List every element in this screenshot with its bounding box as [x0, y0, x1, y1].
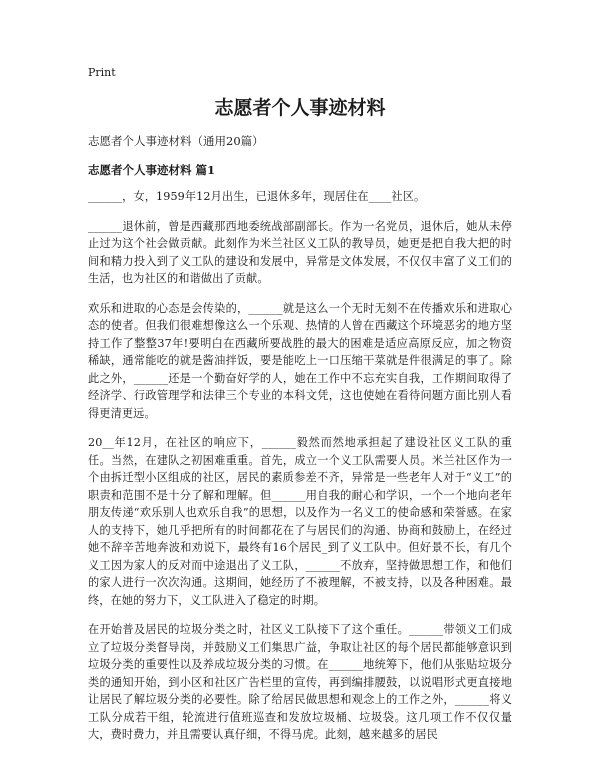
document-title: 志愿者个人事迹材料	[214, 97, 386, 119]
document-page	[88, 66, 512, 756]
paragraph-3: 欢乐和进取的心态是会传染的，______就是这么一个无时无刻不在传播欢乐和进取心态的使者。但我们很难想像这么一个乐观、热情的人曾在西藏这个环境恶劣的地方坚持工作了整整37年!要明白在西藏所要战胜的最大的困难是适应高原反应，加之物资稀缺，通常能吃的就是酱油拌饭，要是能吃上一口压缩干菜就是件很满足的事了。除此之外，______还是一个勤奋好学的人，她在工作中不忘充实自我，工作期间取得了经济学、行政管理学和法律三个专业的本科文凭，这也使她在看待问题方面比别人看得更清更远。	[88, 301, 512, 420]
paragraph-5: 在开始普及居民的垃圾分类之时，社区义工队接下了这个重任。______带领义工们成立了垃圾分类督导岗，并鼓励义工们集思广益，争取让社区的每个居民都能够意识到垃圾分类的重要性以及养成垃圾分类的习惯。在______地统筹下，他们从张贴垃圾分类的通知开始，到小区和社区广告栏里的宣传，再到编排腰鼓，以说唱形式更直接地让居民了解垃圾分类的必要性。除了给居民做思想和观念上的工作之外，______将义工队分成若干组，轮流进行值班巡查和发放垃圾桶、垃圾袋。这几项工作不仅仅量大，费时费力，并且需要认真仔细，不得马虎。此刻，越来越多的居民	[88, 623, 512, 741]
paragraph-2: ______退休前，曾是西藏那西地委统战部副部长。作为一名党员，退休后，她从未停止过为这个社会做贡献。此刻作为米兰社区义工队的教导员，她更是把自我大把的时间和精力投入到了义工队的建设和发展中，异常是文体发展，不仅仅丰富了义工们的生活，也为社区的和谐做出了贡献。	[88, 219, 512, 285]
paragraph-1: ______，女，1959年12月出生，已退休多年，现居住在____社区。	[88, 190, 426, 203]
print-label: Print	[88, 66, 116, 79]
paragraph-4: 20__年12月，在社区的响应下，______毅然而然地承担起了建设社区义工队的重任。当然，在建队之初困难重重。首先，成立一个义工队需要人员。米兰社区作为一个由拆迁型小区组成的社区，居民的素质参差不齐，异常是一些老年人对于“义工”的职责和范围不是十分了解和理解。但______用自我的耐心和学识，一个一个地向老年朋友传递“欢乐别人也欢乐自我”的思想，以及作为一名义工的使命感和荣誉感。在家人的支持下，她几乎把所有的时间都花在了与居民们的沟通、协商和鼓励上，在经过她不辞辛苦地奔波和劝说下，最终有16个居民_到了义工队中。但好景不长，有几个义工因为家人的反对而中途退出了义工队，______不放弃，坚持做思想工作，和他们的家人进行一次次沟通。这期间，她经历了不被理解，不被支持，以及各种困难。最终，在她的努力下，义工队进入了稳定的时期。	[88, 436, 512, 607]
section-heading: 志愿者个人事迹材料 篇1	[88, 163, 216, 177]
document-subtitle: 志愿者个人事迹材料（通用20篇）	[88, 134, 264, 148]
